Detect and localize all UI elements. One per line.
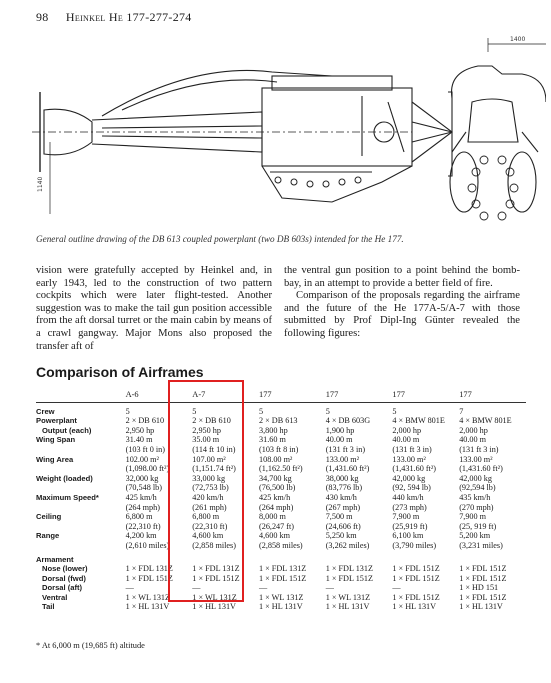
column-header [36, 390, 126, 402]
table-cell: (264 mph) [259, 502, 294, 512]
row-label: Ventral [42, 592, 68, 602]
table-cell: 6,800 m [192, 512, 220, 522]
table-cell: 133.00 m² [459, 454, 493, 464]
row-label [36, 503, 126, 513]
table-cell: 430 km/h [325, 492, 357, 502]
table-cell [392, 555, 459, 565]
powerplant-drawing [32, 32, 546, 228]
page-number: 98 [36, 10, 49, 24]
table-cell: 34,700 kg [259, 473, 292, 483]
table-cell: 5 [259, 406, 264, 416]
table-cell: 4 × BMW 801E [459, 416, 512, 426]
table-cell: (83,776 lb) [325, 483, 363, 493]
column-header: 177 [459, 390, 526, 402]
table-cell: (1,431.60 ft²) [392, 464, 437, 474]
table-cell: 102.00 m² [125, 454, 159, 464]
table-cell: 1 × WL 131Z [325, 592, 371, 602]
table-cell: 420 km/h [192, 492, 224, 502]
table-cell: 31.60 m [259, 435, 286, 445]
table-cell: 1 × FDL 131Z [125, 564, 173, 574]
table-cell: 2,950 hp [125, 425, 155, 435]
table-row [36, 522, 526, 532]
table-cell: 5 [325, 406, 330, 416]
table-cell: 1 × HL 131V [259, 602, 303, 612]
table-cell: (92,594 lb) [459, 483, 496, 493]
table-cell: 133.00 m² [392, 454, 426, 464]
paragraph-right-2: Comparison of the proposals regarding the airframe and the future of the He 177A-5/A-7 with those submitted by Prof Dipl-Ing Günter revealed the following figures: [284, 290, 520, 339]
table-cell: 1 × HL 131V [325, 602, 370, 612]
table-row [36, 493, 526, 503]
table-cell: (22,310 ft) [192, 521, 228, 531]
table-row [36, 402, 526, 416]
table-cell: 40.00 m [459, 435, 487, 445]
row-label: Crew [36, 406, 55, 416]
table-cell: 5,250 km [325, 531, 357, 541]
column-header: A-6 [126, 390, 193, 402]
table-body [36, 402, 526, 612]
table-cell: 107.00 m² [192, 454, 226, 464]
table-cell: 1 × WL 131Z [259, 592, 304, 602]
table-row [36, 455, 526, 465]
table-cell: 32,000 kg [125, 473, 159, 483]
table-cell: 42,000 kg [459, 473, 492, 483]
paragraph-left: vision were gratefully accepted by Heinkel and, in early 1943, led to the construction of two pattern cockpits which were later flight-tested. Another suggestion was to make the tail gun position accessible from the aft dorsal turret or the main cabin by means of a crawl gangway. Major Mons also proposed the transfer aft of [36, 265, 272, 352]
table-row [36, 564, 526, 574]
table-row [36, 541, 526, 551]
table-cell: 1 × FDL 131Z [259, 564, 307, 574]
table-cell: 40.00 m [392, 435, 420, 445]
table-cell: (131 ft 3 in) [392, 444, 432, 454]
row-label: Wing Area [36, 454, 74, 464]
table-row [36, 435, 526, 445]
table-cell: 1 × WL 131Z [125, 592, 171, 602]
table-cell: 133.00 m² [325, 454, 360, 464]
row-label: Dorsal (aft) [42, 583, 83, 593]
table-cell: 1 × FDL 151Z [459, 564, 507, 574]
dimension-label-side: 1140 [37, 176, 44, 192]
table-row [36, 512, 526, 522]
table-cell: 1 × FDL 131Z [325, 564, 374, 574]
table-row [36, 464, 526, 474]
row-label: Wing Span [36, 435, 76, 445]
table-cell: (103 ft 0 in) [125, 444, 165, 454]
table-row [36, 593, 526, 603]
page-header [36, 10, 192, 25]
row-label: Output (each) [42, 425, 92, 435]
table-cell: (131 ft 3 in) [459, 444, 499, 454]
table-cell: 108.00 m² [259, 454, 293, 464]
table-cell: (25, 919 ft) [459, 521, 497, 531]
body-column-left [36, 265, 272, 353]
row-label: Ceiling [36, 512, 62, 522]
table-cell: (261 mph) [192, 502, 227, 512]
table-row [36, 583, 526, 593]
table-cell: (22,310 ft) [125, 521, 161, 531]
table-cell: (264 mph) [125, 502, 160, 512]
airframe-comparison-table [36, 390, 526, 612]
table-row [36, 483, 526, 493]
a7-column-highlight [168, 380, 244, 602]
table-cell: 2 × DB 610 [125, 416, 165, 426]
table-cell: 38,000 kg [325, 473, 359, 483]
table-cell: (270 mph) [459, 502, 494, 512]
table-cell: 35.00 m [192, 435, 220, 445]
table-cell: 1 × FDL 151Z [325, 573, 374, 583]
table-cell: 5 [392, 406, 397, 416]
table-cell: (26,247 ft) [259, 521, 295, 531]
table-cell: 2 × DB 613 [259, 416, 298, 426]
table-cell: 1,900 hp [325, 425, 355, 435]
table-cell: 1 × FDL 151Z [192, 573, 240, 583]
row-label: Armament [36, 554, 74, 564]
table-cell: (1,151.74 ft²) [192, 464, 236, 474]
table-cell: 42,000 kg [392, 473, 426, 483]
table-cell: (3,790 miles) [392, 540, 437, 550]
row-label [36, 541, 126, 551]
table-cell: (1,162.50 ft²) [259, 464, 303, 474]
table-cell: 1 × HL 131V [392, 602, 437, 612]
table-cell: (1,431.60 ft²) [459, 464, 503, 474]
table-cell: (103 ft 8 in) [259, 444, 299, 454]
table-cell: (3,262 miles) [325, 540, 370, 550]
table-cell: 5,200 km [459, 531, 491, 541]
table-row [36, 445, 526, 455]
table-cell: 3,800 hp [259, 425, 288, 435]
table-cell: 4 × DB 603G [325, 416, 371, 426]
table-cell: — [192, 583, 201, 593]
table-cell: 435 km/h [459, 492, 491, 502]
table-cell: — [325, 583, 334, 593]
column-header: A-7 [192, 390, 259, 402]
table-cell: 425 km/h [125, 492, 157, 502]
table-cell: 2,000 hp [459, 425, 488, 435]
table-cell [326, 555, 393, 565]
table-cell: (273 mph) [392, 502, 427, 512]
running-title: Heinkel He 177-277-274 [65, 10, 192, 24]
table-cell: 33,000 kg [192, 473, 226, 483]
row-label: Weight (loaded) [36, 473, 93, 483]
table-cell: (76,500 lb) [259, 483, 296, 493]
table-cell: — [125, 583, 134, 593]
table-cell: 31.40 m [125, 435, 153, 445]
table-cell: 4,600 km [192, 531, 224, 541]
table-cell: (25,919 ft) [392, 521, 428, 531]
table-cell: 4 × BMW 801E [392, 416, 445, 426]
table-cell: — [392, 583, 401, 593]
table-cell: 1 × FDL 151Z [392, 592, 440, 602]
table-row [36, 574, 526, 584]
table-cell: 8,000 m [259, 512, 286, 522]
table-cell: 1 × HL 131V [459, 602, 503, 612]
table-cell: 1 × FDL 151Z [459, 573, 507, 583]
row-label [36, 522, 126, 532]
table-row [36, 416, 526, 426]
table-cell: 2 × DB 610 [192, 416, 231, 426]
table-cell: (267 mph) [325, 502, 361, 512]
table-cell: 1 × FDL 151Z [459, 592, 507, 602]
table-cell: (2,858 miles) [192, 540, 236, 550]
table-row [36, 602, 526, 612]
dimension-label-top: 1400 [510, 36, 526, 43]
table-cell: 6,100 km [392, 531, 424, 541]
table-cell: 1 × HL 131V [125, 602, 170, 612]
table-cell: (70,548 lb) [125, 483, 162, 493]
table-cell: 2,950 hp [192, 425, 221, 435]
table-cell: 7,500 m [325, 512, 353, 522]
table-cell: 2,000 hp [392, 425, 422, 435]
table-cell: 425 km/h [259, 492, 291, 502]
row-label [36, 483, 126, 493]
table-cell: 1 × WL 131Z [192, 592, 237, 602]
table-row [36, 503, 526, 513]
table-header-row [36, 390, 526, 402]
table-row [36, 426, 526, 436]
table-row [36, 531, 526, 541]
table-cell: (1,098.00 ft²) [125, 464, 170, 474]
table-cell: 5 [125, 406, 130, 416]
row-label [36, 445, 126, 455]
table-cell: 1 × HD 151 [459, 583, 499, 593]
row-label [36, 464, 126, 474]
table-cell: (131 ft 3 in) [325, 444, 366, 454]
table-cell: (2,858 miles) [259, 540, 303, 550]
table-title: Comparison of Airframes [36, 364, 204, 380]
row-label: Powerplant [36, 416, 77, 426]
body-column-right [284, 265, 520, 341]
table-cell: 1 × FDL 151Z [392, 573, 440, 583]
table-cell: 1 × HL 131V [192, 602, 236, 612]
table-cell: — [259, 583, 268, 593]
row-label: Range [36, 531, 60, 541]
table-cell: 4,200 km [125, 531, 157, 541]
table-cell: (3,231 miles) [459, 540, 503, 550]
footnote: * At 6,000 m (19,685 ft) altitude [36, 641, 145, 650]
table-cell: 40.00 m [325, 435, 353, 445]
table-cell: 7,900 m [459, 512, 487, 522]
table-cell: (24,606 ft) [325, 521, 361, 531]
table-cell: 7,900 m [392, 512, 420, 522]
table-cell: 4,600 km [259, 531, 290, 541]
table-cell: 5 [192, 406, 197, 416]
figure-caption: General outline drawing of the DB 613 coupled powerplant (two DB 603s) intended for the He 177. [36, 234, 404, 244]
row-label: Nose (lower) [42, 564, 88, 574]
table-cell: 1 × FDL 131Z [192, 564, 240, 574]
table-cell: 7 [459, 406, 464, 416]
column-header: 177 [259, 390, 326, 402]
paragraph-right-1: the ventral gun position to a point behind the bomb-bay, in an attempt to provide a better field of fire. [284, 265, 520, 289]
table-cell: 1 × FDL 151Z [125, 573, 173, 583]
column-header: 177 [392, 390, 459, 402]
table-cell: (92, 594 lb) [392, 483, 431, 493]
table-row [36, 555, 526, 565]
column-header: 177 [326, 390, 393, 402]
table-cell: (72,753 lb) [192, 483, 229, 493]
table-cell: (2,610 miles) [125, 540, 170, 550]
table-cell: 6,800 m [125, 512, 153, 522]
row-label: Tail [42, 602, 55, 612]
table-row [36, 474, 526, 484]
table-cell [259, 555, 326, 565]
table-cell: 1 × FDL 151Z [259, 573, 307, 583]
table-cell: 1 × FDL 151Z [392, 564, 440, 574]
table-cell: (114 ft 10 in) [192, 444, 236, 454]
row-label: Maximum Speed* [36, 492, 99, 502]
table-cell [459, 555, 526, 565]
table-cell: 440 km/h [392, 492, 424, 502]
row-label: Dorsal (fwd) [42, 573, 86, 583]
table-cell: (1,431.60 ft²) [325, 464, 370, 474]
